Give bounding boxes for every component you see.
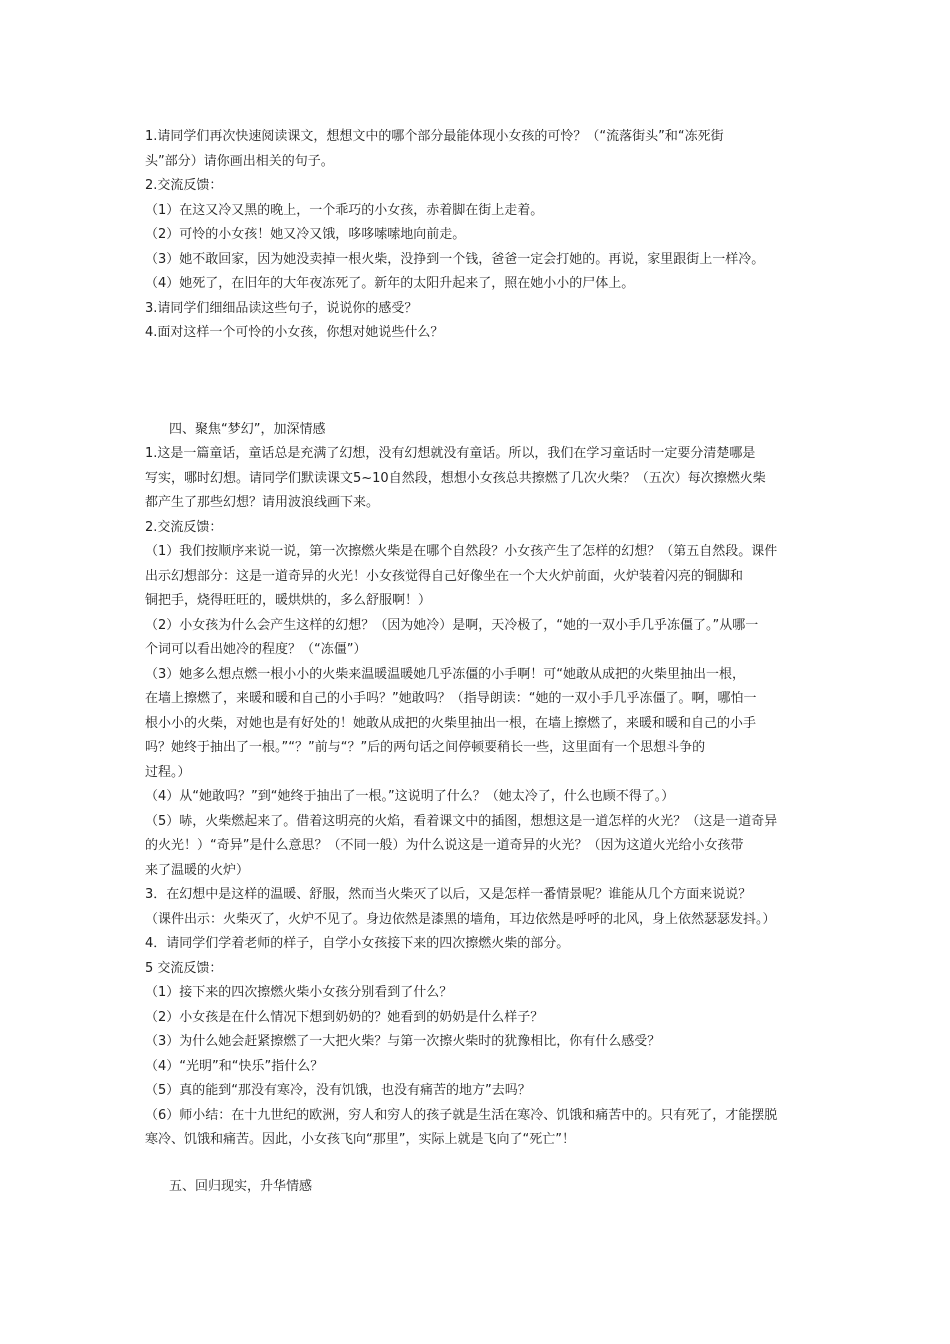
text-line: 根小小的火柴，对她也是有好处的！她敢从成把的火柴里抽出一根，在墙上擦燃了，来暖和暖和自己的小手 [145, 715, 757, 731]
text-line: （6）师小结：在十九世纪的欧洲，穷人和穷人的孩子就是生活在寒冷、饥饿和痛苦中的。只有死了，才能摆脱 [145, 1107, 778, 1123]
text-line: 3．在幻想中是这样的温暖、舒服，然而当火柴灭了以后，又是怎样一番情景呢？谁能从几个方面来说说？ [145, 887, 752, 902]
text-line: （2）可怜的小女孩！她又冷又饿，哆哆嗦嗦地向前走。 [145, 227, 466, 242]
section-4-heading: 四、聚焦“梦幻”，加深情感 [169, 421, 326, 437]
text-line: 的火光！）“奇异”是什么意思？（不同一般）为什么说这是一道奇异的火光？（因为这道火光给小女孩带 [145, 838, 744, 853]
text-line: 5 交流反馈： [145, 960, 223, 976]
text-line: （4）从“她敢吗？”到“她终于抽出了一根。”这说明了什么？（她太冷了，什么也顾不得了。） [145, 789, 675, 804]
text-line: 过程。） [145, 764, 191, 780]
section-gap [145, 1153, 810, 1175]
text-line: 出示幻想部分：这是一道奇异的火光！小女孩觉得自己好像坐在一个大火炉前面，火炉装着闪亮的铜脚和 [145, 568, 744, 584]
section-5-block [145, 1175, 810, 1200]
section-3-block [145, 125, 810, 346]
text-line: （4）她死了，在旧年的大年夜冻死了。新年的太阳升起来了，照在她小小的尸体上。 [145, 276, 635, 291]
text-line: 在墙上擦燃了，来暖和暖和自己的小手吗？”她敢吗？（指导朗读：“她的一双小手几乎冻僵了。啊，哪怕一 [145, 691, 757, 706]
text-line: （1）在这又冷又黑的晚上，一个乖巧的小女孩，赤着脚在街上走着。 [145, 202, 544, 218]
text-line: 1.请同学们再次快速阅读课文，想想文中的哪个部分最能体现小女孩的可怜？（“流落街头”和“冻死街 [145, 129, 724, 144]
text-line: （课件出示：火柴灭了，火炉不见了。身边依然是漆黑的墙角，耳边依然是呼呼的北风，身上依然瑟瑟发抖。） [145, 911, 776, 927]
text-line: 铜把手，烧得旺旺的，暖烘烘的，多么舒服啊！） [145, 593, 432, 608]
text-line: 4．请同学们学着老师的样子，自学小女孩接下来的四次擦燃火柴的部分。 [145, 936, 570, 951]
text-line: （2）小女孩是在什么情况下想到奶奶的？她看到的奶奶是什么样子？ [145, 1009, 544, 1025]
text-line: （5）哧，火柴燃起来了。借着这明亮的火焰，看着课文中的插图，想想这是一道怎样的火光？（这是一道奇异 [145, 813, 778, 829]
text-line: 1.这是一篇童话，童话总是充满了幻想，没有幻想就没有童话。所以，我们在学习童话时一定要分清楚哪是 [145, 446, 756, 461]
text-line: 写实，哪时幻想。请同学们默读课文5~10自然段，想想小女孩总共擦燃了几次火柴？（五次）每次擦燃火柴 [145, 470, 766, 486]
text-line: （3）为什么她会赶紧擦燃了一大把火柴？与第一次擦火柴时的犹豫相比，你有什么感受？ [145, 1034, 661, 1049]
text-line: （3）她多么想点燃一根小小的火柴来温暖温暖她几乎冻僵的小手啊！可“她敢从成把的火柴里抽出一根， [145, 666, 746, 682]
text-line: （4）“光明”和“快乐”指什么？ [145, 1058, 324, 1074]
section-4-block [145, 418, 810, 1153]
text-line: 都产生了那些幻想？请用波浪线画下来。 [145, 495, 380, 510]
document-body [145, 125, 810, 1199]
text-line: 2.交流反馈： [145, 519, 223, 535]
text-line: 个词可以看出她冷的程度？（“冻僵”） [145, 642, 367, 657]
text-line: 头”部分）请你画出相关的句子。 [145, 153, 334, 169]
section-gap [145, 346, 810, 418]
text-line: （1）我们按顺序来说一说，第一次擦燃火柴是在哪个自然段？小女孩产生了怎样的幻想？（第五自然段。课件 [145, 544, 778, 559]
text-line: 寒冷、饥饿和痛苦。因此，小女孩飞向“那里”，实际上就是飞向了“死亡”！ [145, 1132, 575, 1147]
text-line: （1）接下来的四次擦燃火柴小女孩分别看到了什么？ [145, 985, 453, 1000]
text-line: （3）她不敢回家，因为她没卖掉一根火柴，没挣到一个钱，爸爸一定会打她的。再说，家里跟街上一样冷。 [145, 251, 765, 267]
text-line: （5）真的能到“那没有寒冷，没有饥饿，也没有痛苦的地方”去吗？ [145, 1083, 531, 1098]
text-line: 吗？她终于抽出了一根。”“？”前与“？”后的两句话之间停顿要稍长一些，这里面有一个思想斗争的 [145, 740, 706, 755]
section-5-heading: 五、回归现实，升华情感 [169, 1178, 313, 1194]
text-line: 来了温暖的火炉） [145, 862, 250, 878]
text-line: 2.交流反馈： [145, 178, 223, 193]
text-line: 4.面对这样一个可怜的小女孩，你想对她说些什么？ [145, 325, 444, 340]
text-line: （2）小女孩为什么会产生这样的幻想？（因为她冷）是啊，天冷极了，“她的一双小手几乎冻僵了。”从哪一 [145, 617, 759, 633]
text-line: 3.请同学们细细品读这些句子，说说你的感受？ [145, 300, 418, 316]
